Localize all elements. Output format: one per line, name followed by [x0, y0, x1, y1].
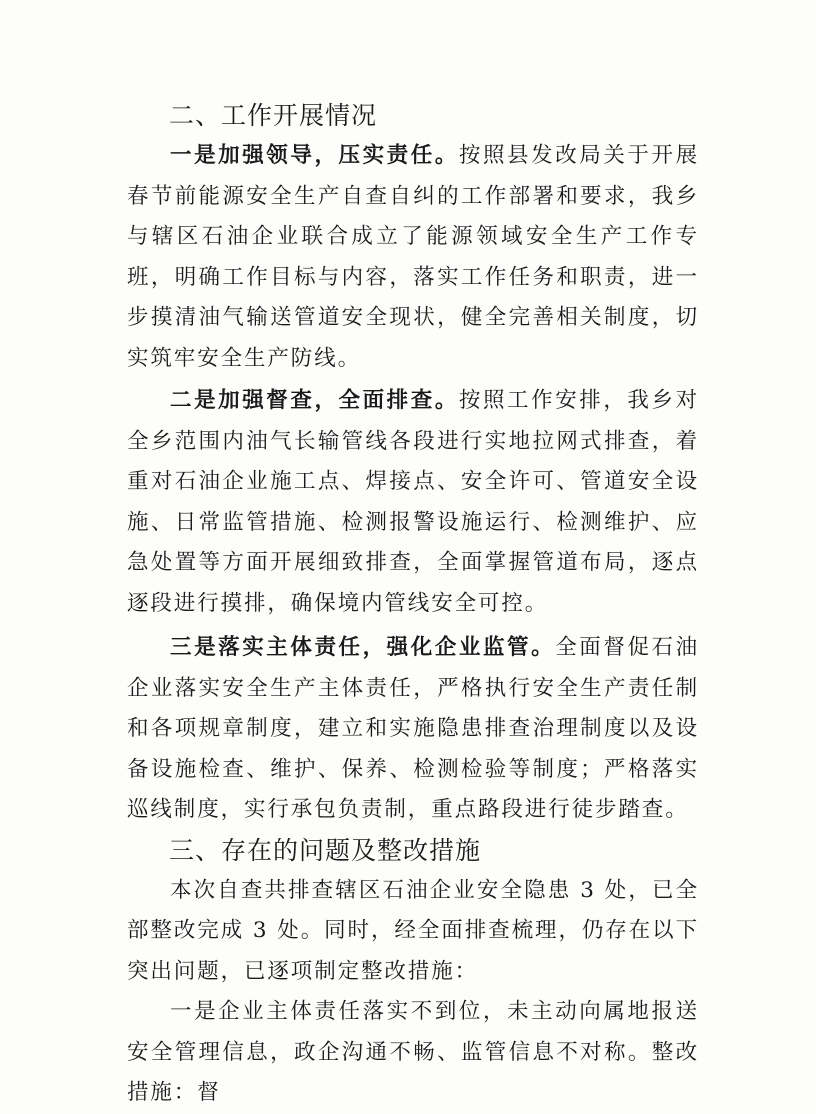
paragraph-text: 企业主体责任落实不到位，未主动向属地报送安全管理信息，政企沟通不畅、监管信息不对称。整改措施：督	[127, 999, 699, 1105]
section-heading-work-progress: 二、工作开展情况	[169, 101, 378, 130]
paragraph-lead: 三是落实主体责任，强化企业监管。	[170, 635, 556, 660]
paragraph-enterprise-supervision	[127, 628, 699, 831]
paragraph-lead: 一是	[170, 999, 219, 1024]
paragraph-strengthen-leadership	[127, 136, 699, 379]
paragraph-strengthen-inspection	[127, 381, 699, 624]
document-body	[127, 96, 699, 1114]
paragraph-problem-one	[127, 992, 699, 1114]
paragraph-text: 按照县发改局关于开展春节前能源安全生产自查自纠的工作部署和要求，我乡与辖区石油企业联合成立了能源领域安全生产工作专班，明确工作目标与内容，落实工作任务和职责，进一步摸清油气输送管道安全现状，健全完善相关制度，切实筑牢安全生产防线。	[127, 143, 699, 371]
section-heading-problems: 三、存在的问题及整改措施	[169, 835, 482, 865]
paragraph-text: 按照工作安排，我乡对全乡范围内油气长输管线各段进行实地拉网式排查，着重对石油企业施工点、焊接点、安全许可、管道安全设施、日常监管措施、检测报警设施运行、检测维护、应急处置等方面开展细致排查，全面掌握管道布局，逐点逐段进行摸排，确保境内管线安全可控。	[127, 388, 699, 616]
paragraph-lead: 二是加强督查，全面排查。	[170, 388, 459, 413]
paragraph-text: 全面督促石油企业落实安全生产主体责任，严格执行安全生产责任制和各项规章制度，建立和实施隐患排查治理制度以及设备设施检查、维护、保养、检测检验等制度；严格落实巡线制度，实行承包负责制，重点路段进行徒步踏查。	[127, 635, 699, 822]
paragraph-self-inspection-summary: 本次自查共排查辖区石油企业安全隐患 3 处，已全部整改完成 3 处。同时，经全面排查梳理，仍存在以下突出问题，已逐项制定整改措施：	[127, 877, 699, 984]
paragraph-lead: 一是加强领导，压实责任。	[170, 143, 459, 168]
